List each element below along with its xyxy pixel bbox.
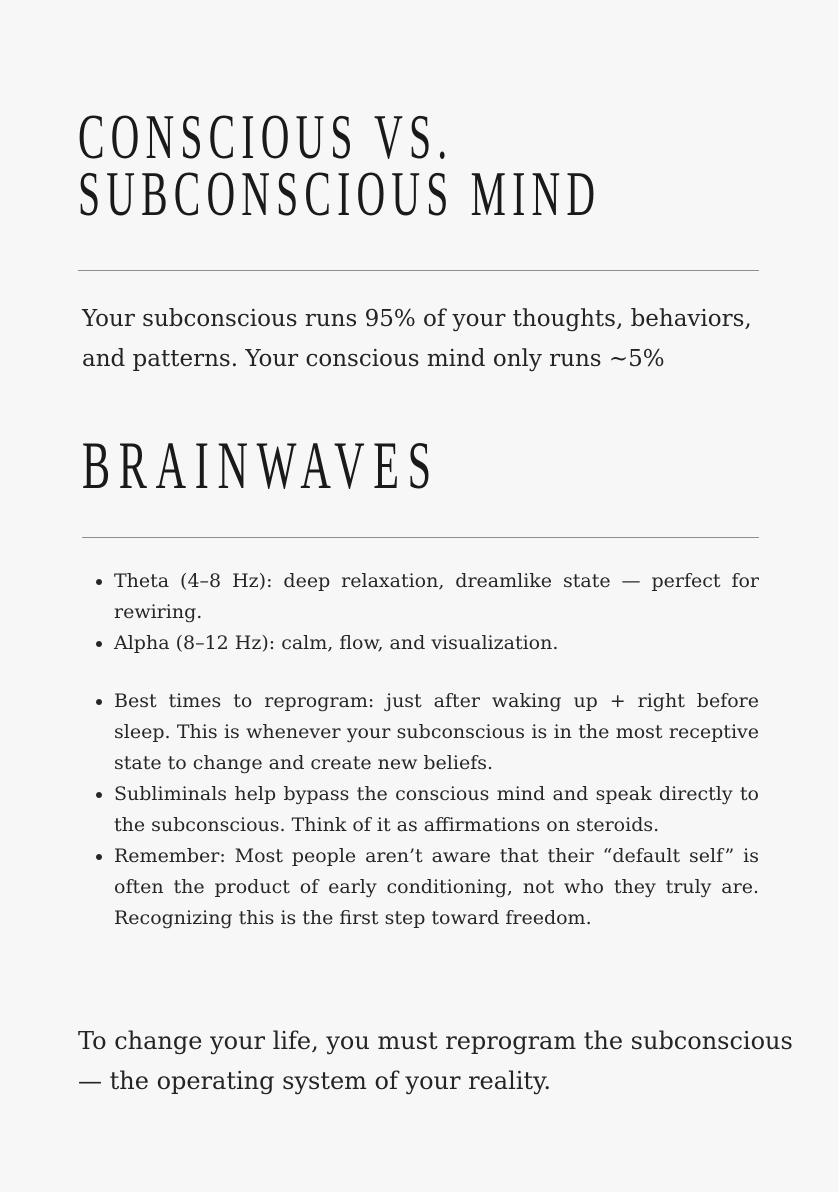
list-item-subliminals: Subliminals help bypass the conscious mind and speak directly to the subconscious. Think of it as affirmations on steroids. xyxy=(114,779,759,841)
brainwave-list xyxy=(114,566,759,659)
closing-paragraph xyxy=(78,1021,793,1101)
list-item-theta: Theta (4–8 Hz): deep relaxation, dreamlike state — perfect for rewiring. xyxy=(114,566,759,628)
list-item-best-times: Best times to reprogram: just after waking up + right before sleep. This is whenever your subconscious is in the most receptive state to change and create new beliefs. xyxy=(114,686,759,779)
page-title-line-2: SUBCONSCIOUS MIND xyxy=(78,158,602,229)
page-title xyxy=(78,101,602,229)
intro-paragraph xyxy=(82,299,772,379)
closing-line-2: — the operating system of your reality. xyxy=(78,1067,552,1095)
closing-line-1: To change your life, you must reprogram the subconscious xyxy=(78,1027,793,1055)
reprogramming-tips-list xyxy=(114,686,759,934)
list-item-remember: Remember: Most people aren’t aware that their “default self” is often the product of early conditioning, not who they truly are. Recognizing this is the first step toward freedom. xyxy=(114,841,759,934)
list-item-alpha: Alpha (8–12 Hz): calm, flow, and visualization. xyxy=(114,628,759,659)
title-divider xyxy=(78,270,759,271)
brainwaves-heading: BRAINWAVES xyxy=(82,427,440,503)
page-title-line-1: CONSCIOUS VS. xyxy=(78,101,454,172)
intro-line-1: Your subconscious runs 95% of your thoughts, behaviors, xyxy=(82,306,752,332)
intro-line-2: and patterns. Your conscious mind only runs ~5% xyxy=(82,346,665,372)
brainwaves-divider xyxy=(82,537,759,538)
